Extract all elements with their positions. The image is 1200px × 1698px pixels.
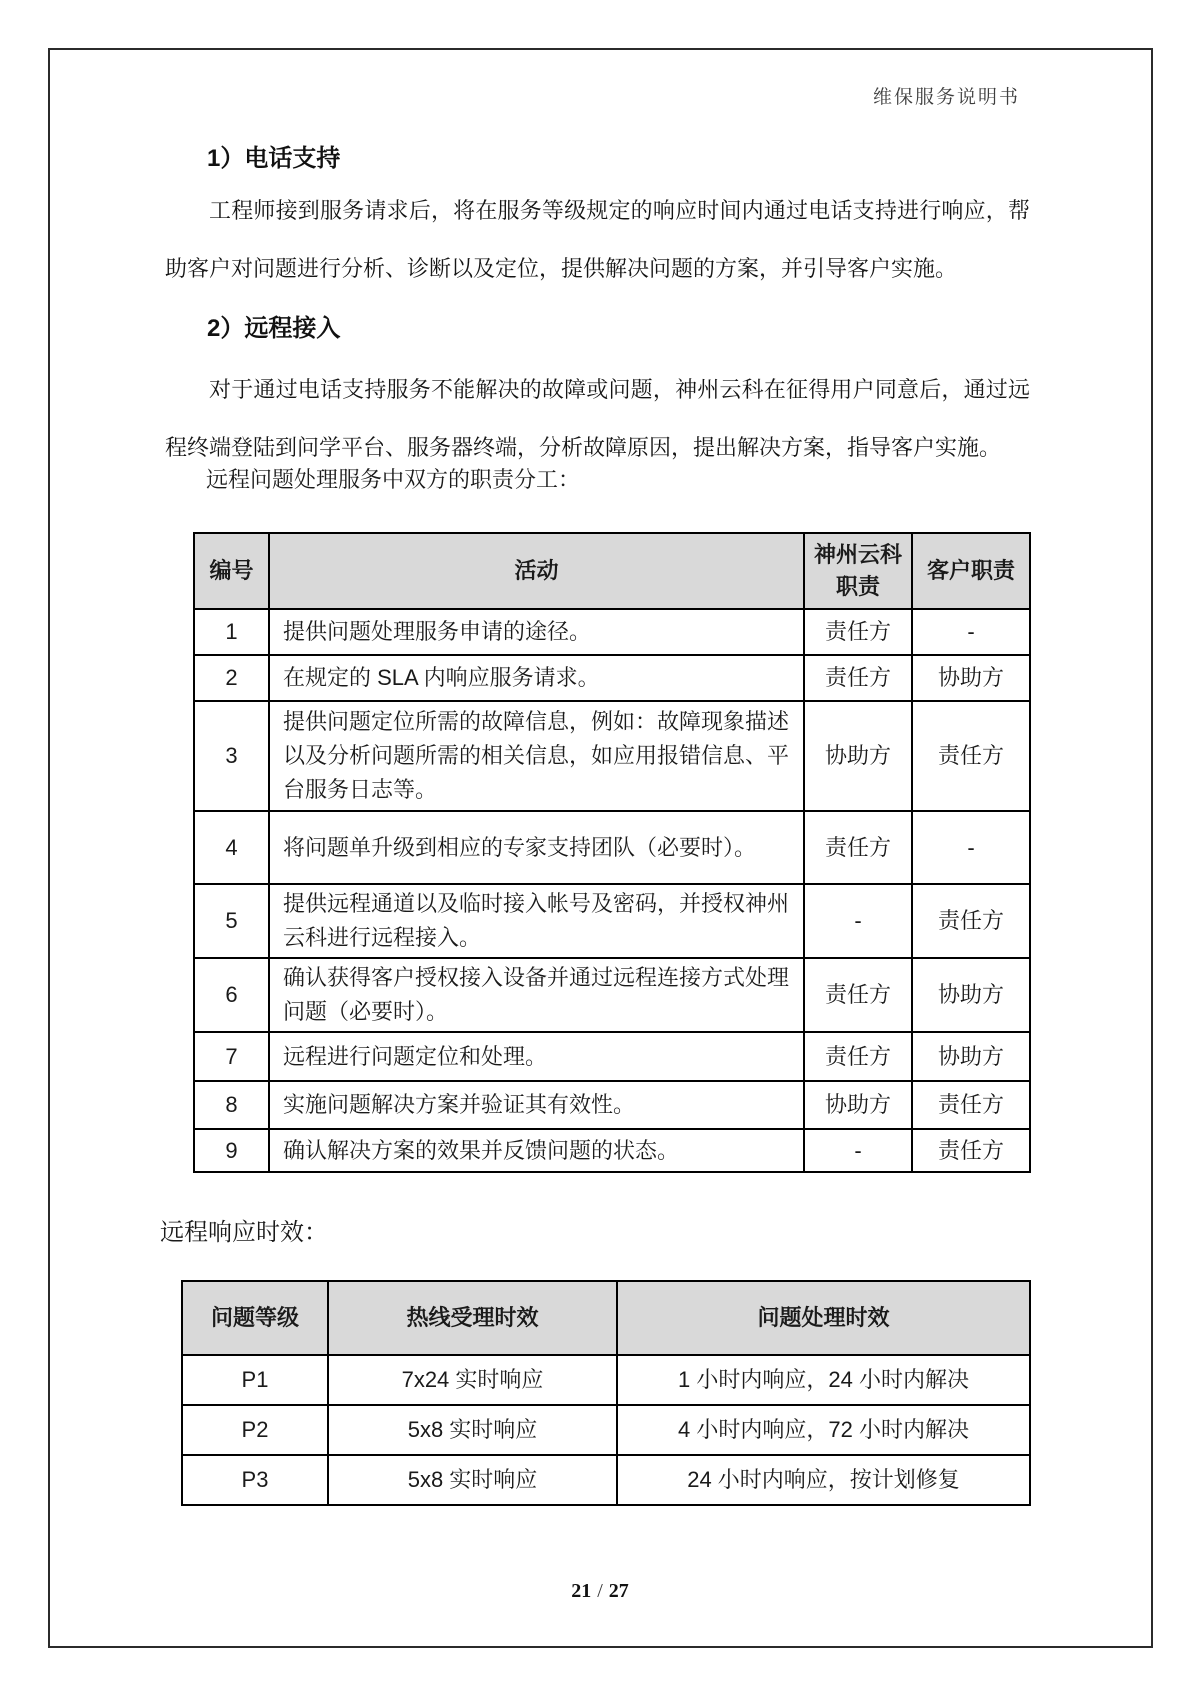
problem-level-cell: P3 [182,1455,328,1505]
activity-cell: 将问题单升级到相应的专家支持团队（必要时）。 [269,811,804,884]
section-2-heading: 2）远程接入 [207,315,341,342]
row-number: 7 [194,1032,269,1081]
customer-responsibility-cell: 责任方 [912,1129,1030,1172]
activity-cell: 确认获得客户授权接入设备并通过远程连接方式处理问题（必要时）。 [269,958,804,1032]
vendor-responsibility-cell: 责任方 [804,609,912,655]
customer-responsibility-cell: 责任方 [912,1081,1030,1129]
activity-cell: 提供问题处理服务申请的途径。 [269,609,804,655]
page-separator: / [597,1580,603,1602]
table-row [194,811,1030,884]
vendor-responsibility-cell: 协助方 [804,1081,912,1129]
section-1-paragraph: 工程师接到服务请求后，将在服务等级规定的响应时间内通过电话支持进行响应，帮助客户对问题进行分析、诊断以及定位，提供解决问题的方案，并引导客户实施。 [165,198,1030,281]
column-header-handling-time: 问题处理时效 [617,1281,1030,1355]
document-header: 维保服务说明书 [872,87,1020,108]
response-time-label: 远程响应时效： [160,1219,328,1246]
response-time-header-row [182,1281,1030,1355]
customer-responsibility-cell: 协助方 [912,958,1030,1032]
customer-responsibility-cell: - [912,811,1030,884]
activity-cell: 提供问题定位所需的故障信息，例如：故障现象描述以及分析问题所需的相关信息，如应用报错信息、平台服务日志等。 [269,701,804,811]
problem-level-cell: P2 [182,1405,328,1455]
table-row [194,1129,1030,1172]
table-row [182,1355,1030,1405]
table-row [194,1081,1030,1129]
table-row [194,609,1030,655]
problem-level-cell: P1 [182,1355,328,1405]
response-time-table [181,1280,1031,1506]
activity-cell: 远程进行问题定位和处理。 [269,1032,804,1081]
vendor-responsibility-cell: 责任方 [804,811,912,884]
row-number: 5 [194,884,269,958]
row-number: 6 [194,958,269,1032]
table-row [182,1455,1030,1505]
activity-cell: 在规定的 SLA 内响应服务请求。 [269,655,804,701]
column-header-activity: 活动 [269,533,804,609]
vendor-responsibility-cell: 协助方 [804,701,912,811]
handling-time-cell: 24 小时内响应，按计划修复 [617,1455,1030,1505]
section-1-heading: 1）电话支持 [207,145,341,172]
handling-time-cell: 1 小时内响应，24 小时内解决 [617,1355,1030,1405]
table-row [194,655,1030,701]
vendor-responsibility-cell: - [804,884,912,958]
row-number: 4 [194,811,269,884]
activity-cell: 确认解决方案的效果并反馈问题的状态。 [269,1129,804,1172]
section-2-paragraph: 对于通过电话支持服务不能解决的故障或问题，神州云科在征得用户同意后，通过远程终端登陆到问学平台、服务器终端，分析故障原因，提出解决方案，指导客户实施。 [165,377,1030,460]
customer-responsibility-cell: 协助方 [912,1032,1030,1081]
row-number: 8 [194,1081,269,1129]
responsibility-table-header-row [194,533,1030,609]
column-header-customer-responsibility: 客户职责 [912,533,1030,609]
row-number: 9 [194,1129,269,1172]
row-number: 1 [194,609,269,655]
table-row [182,1405,1030,1455]
table-row [194,701,1030,811]
column-header-problem-level: 问题等级 [182,1281,328,1355]
table-row [194,884,1030,958]
vendor-responsibility-cell: 责任方 [804,655,912,701]
page-number: 21 [571,1580,592,1602]
page-footer [0,1580,1200,1603]
total-pages: 27 [608,1580,629,1602]
row-number: 3 [194,701,269,811]
responsibility-table [193,532,1031,1173]
table-row [194,1032,1030,1081]
customer-responsibility-cell: - [912,609,1030,655]
activity-cell: 实施问题解决方案并验证其有效性。 [269,1081,804,1129]
vendor-responsibility-cell: 责任方 [804,1032,912,1081]
column-header-vendor-responsibility: 神州云科职责 [804,533,912,609]
handling-time-cell: 4 小时内响应，72 小时内解决 [617,1405,1030,1455]
hotline-time-cell: 7x24 实时响应 [328,1355,617,1405]
customer-responsibility-cell: 协助方 [912,655,1030,701]
hotline-time-cell: 5x8 实时响应 [328,1405,617,1455]
column-header-number: 编号 [194,533,269,609]
activity-cell: 提供远程通道以及临时接入帐号及密码，并授权神州云科进行远程接入。 [269,884,804,958]
vendor-responsibility-cell: - [804,1129,912,1172]
column-header-hotline-time: 热线受理时效 [328,1281,617,1355]
hotline-time-cell: 5x8 实时响应 [328,1455,617,1505]
row-number: 2 [194,655,269,701]
responsibility-table-intro: 远程问题处理服务中双方的职责分工： [206,467,581,492]
customer-responsibility-cell: 责任方 [912,884,1030,958]
customer-responsibility-cell: 责任方 [912,701,1030,811]
vendor-responsibility-cell: 责任方 [804,958,912,1032]
table-row [194,958,1030,1032]
